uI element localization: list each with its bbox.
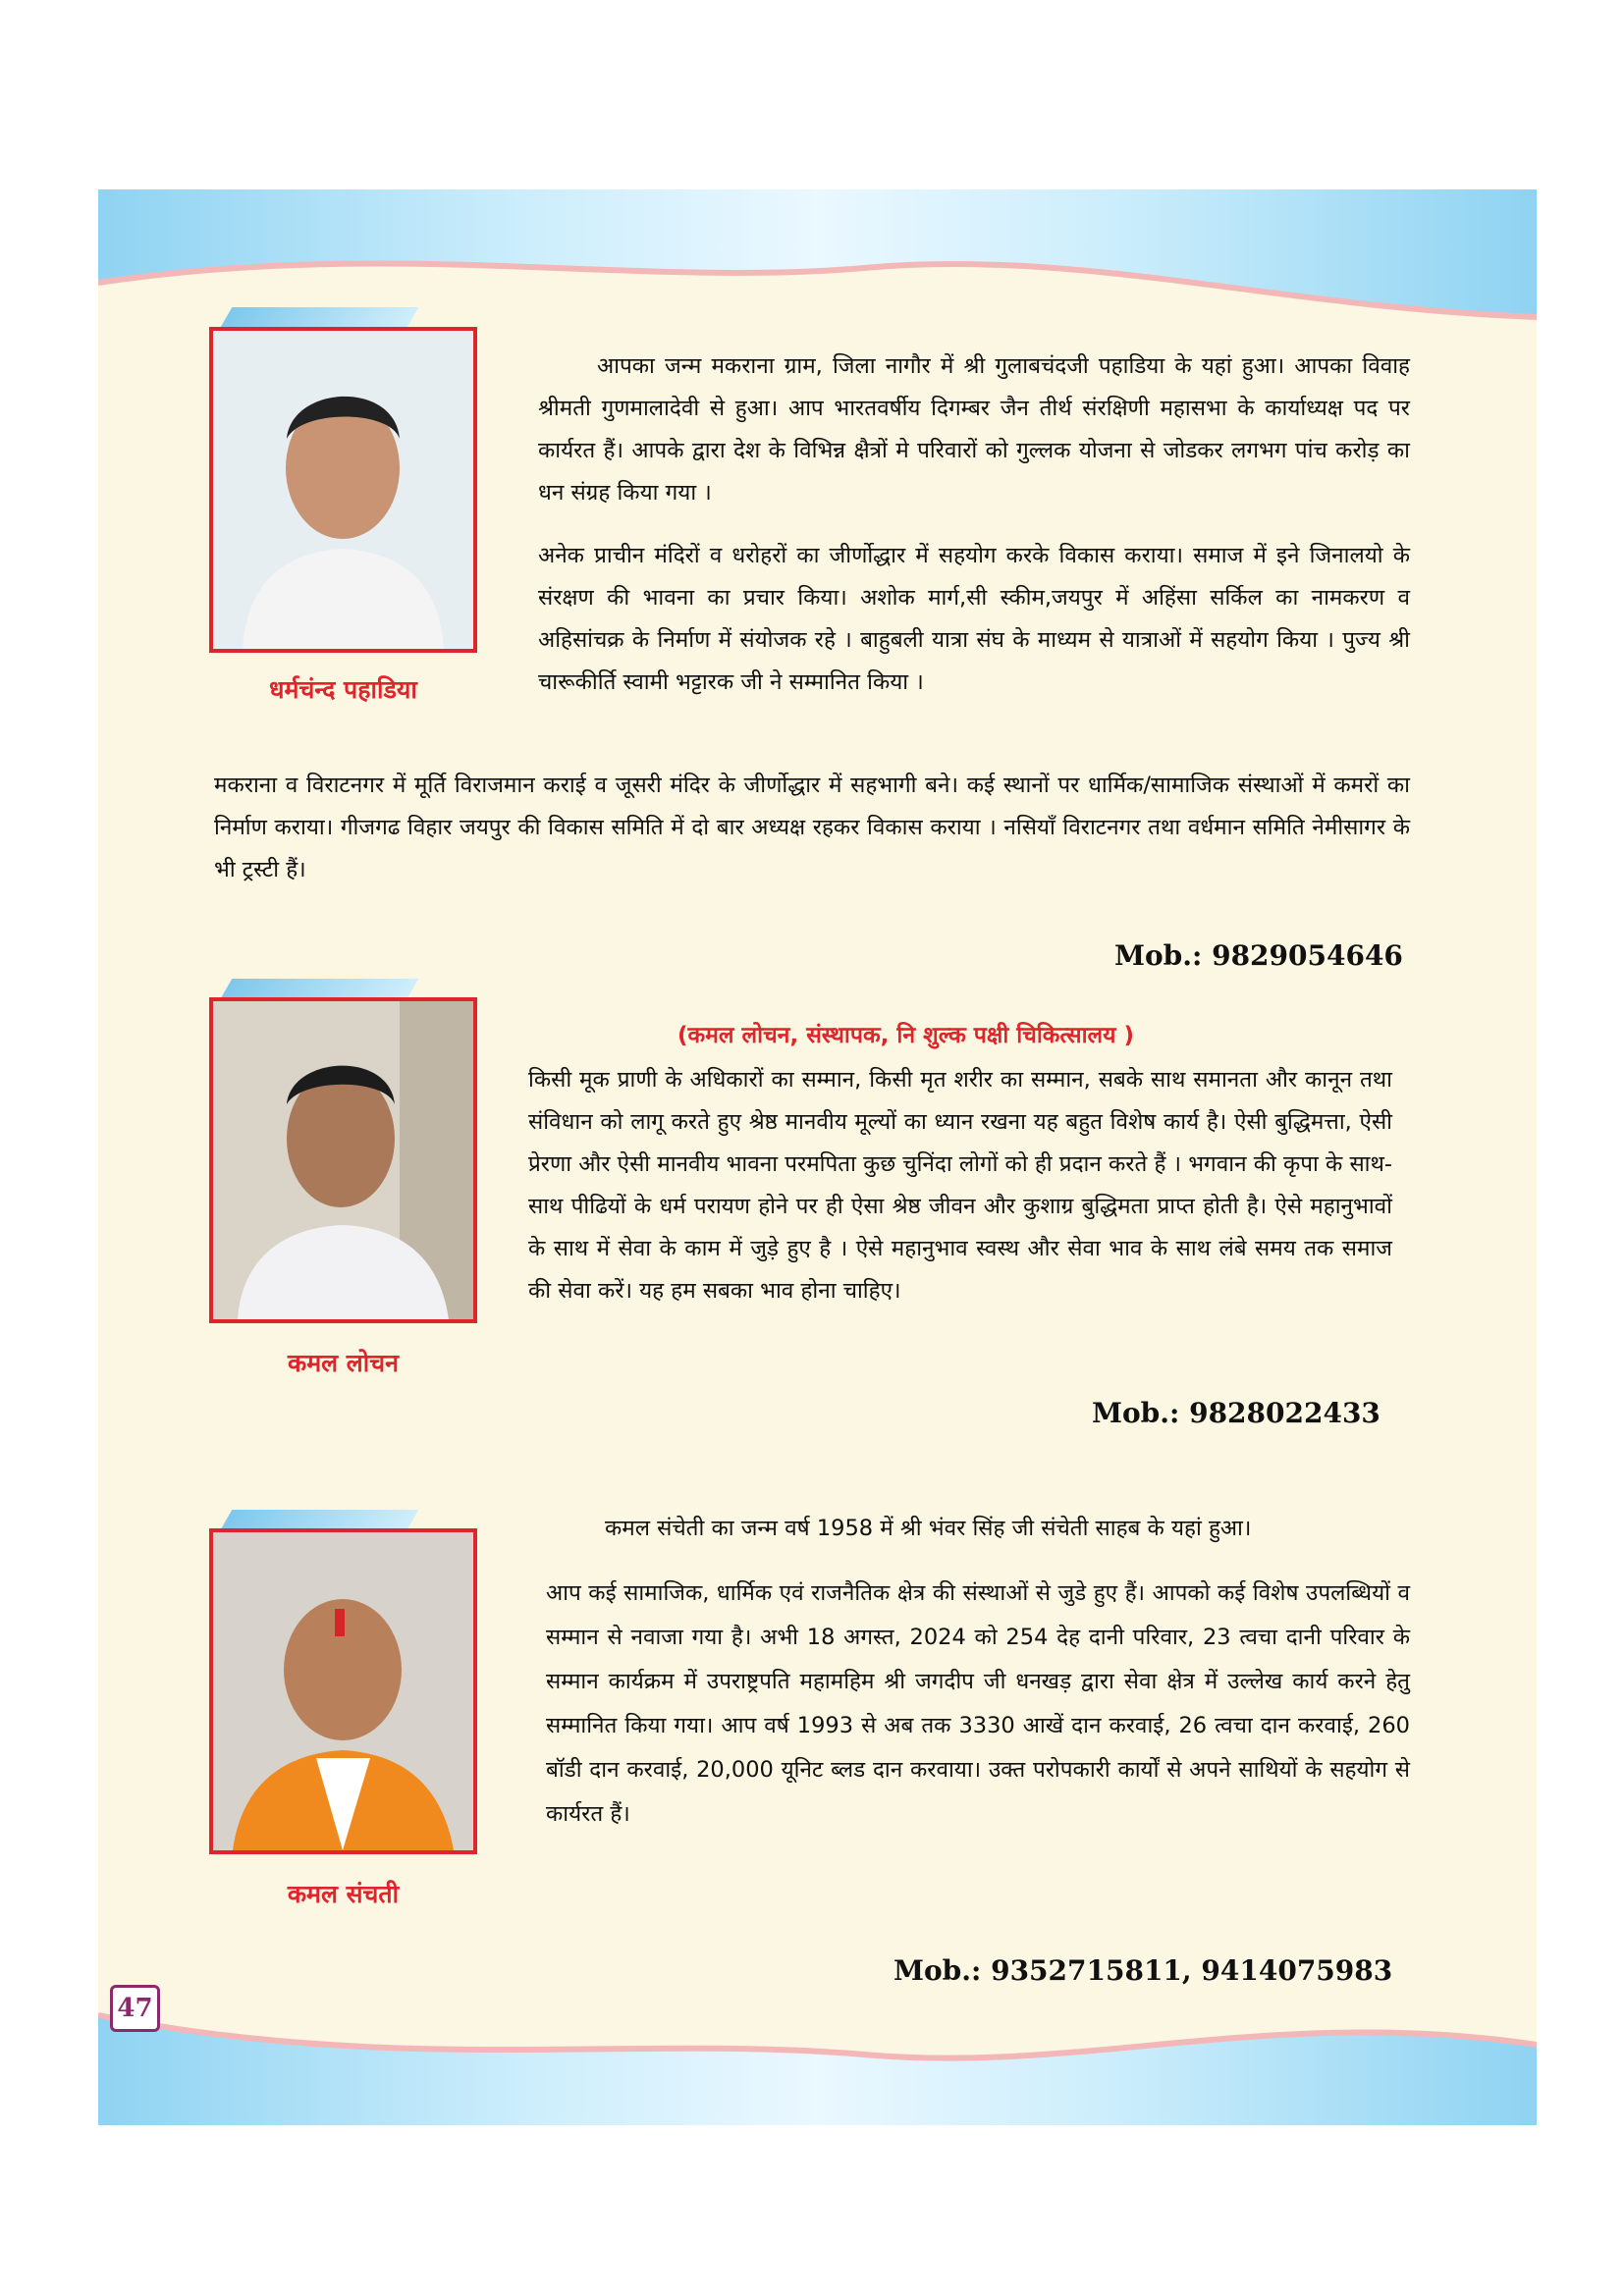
- portrait-photo-icon: [213, 331, 473, 649]
- section-subtitle: (कमल लोचन, संस्थापक, नि शुल्क पक्षी चिकित्सालय ): [677, 1023, 1135, 1048]
- portrait-photo-2: [209, 997, 477, 1323]
- bio-paragraph: कमल संचेती का जन्म वर्ष 1958 में श्री भंवर सिंह जी संचेती साहब के यहां हुआ।: [605, 1516, 1252, 1541]
- bio-paragraph: आप कई सामाजिक, धार्मिक एवं राजनैतिक क्षेत्र की संस्थाओं से जुडे हुए हैं। आपको कई विशेष उपलब्धियों व सम्मान से नवाजा गया है। अभी 18 अगस्त, 2024 को 254 देह दानी परिवार, 23 त्वचा दानी परिवार के सम्मान कार्यक्रम में उपराष्ट्रपति महामहिम श्री जगदीप जी धनखड़ द्वारा सेवा क्षेत्र में उल्लेख कार्य करने हेतु सम्मानित किया गया। आप वर्ष 1993 से अब तक 3330 आखें दान करवाई, 26 त्वचा दान करवाई, 260 बॉडी दान करवाई, 20,000 यूनिट ब्लड दान करवाया। उक्त परोपकारी कार्यों से अपने साथियों के सहयोग से कार्यरत हैं।: [546, 1580, 1410, 1827]
- portrait-photo-3: [209, 1528, 477, 1854]
- bio-paragraph: अनेक प्राचीन मंदिरों व धरोहरों का जीर्णोद्धार में सहयोग करके विकास कराया। समाज में इने जिनालयो के संरक्षण की भावना का प्रचार किया। अशोक मार्ग,सी स्कीम,जयपुर में अहिंसा सर्किल का नामकरण व अहिसांचक्र के निर्माण में संयोजक रहे । बाहुबली यात्रा संघ के माध्यम से यात्राओं में सहयोग किया । पुज्य श्री चारूकीर्ति स्वामी भट्टारक जी ने सम्मानित किया ।: [538, 543, 1410, 695]
- portrait-photo-icon: [213, 1001, 473, 1319]
- bio-paragraph: किसी मूक प्राणी के अधिकारों का सम्मान, किसी मृत शरीर का सम्मान, सबके साथ समानता और कानून तथा संविधान को लागू करते हुए श्रेष्ठ मानवीय मूल्यों का ध्यान रखना यह बहुत विशेष कार्य है। ऐसी बुद्धिमत्ता, ऐसी प्रेरणा और ऐसी मानवीय भावना परमपिता कुछ चुनिंदा लोगों को ही प्रदान करते हैं । भगवान की कृपा के साथ-साथ पीढियों के धर्म परायण होने पर ही ऐसा श्रेष्ठ जीवन और कुशाग्र बुद्धिमता प्राप्त होती है। ऐसे महानुभावों के साथ में सेवा के काम में जुड़े हुए है । ऐसे महानुभाव स्वस्थ और सेवा भाव के साथ लंबे समय तक समाज की सेवा करें। यह हम सबका भाव होना चाहिए।: [528, 1067, 1392, 1304]
- photo-accent: [220, 307, 419, 329]
- mobile-number: Mob.: 9829054646: [1114, 939, 1403, 972]
- portrait-photo-icon: [213, 1532, 473, 1850]
- bio-paragraph: मकराना व विराटनगर में मूर्ति विराजमान कराई व जूसरी मंदिर के जीर्णोद्धार में सहभागी बने। कई स्थानों पर धार्मिक/सामाजिक संस्थाओं में कमरों का निर्माण कराया। गीजगढ विहार जयपुर की विकास समिति में दो बार अध्यक्ष रहकर विकास कराया । नसियाँ विराटनगर तथा वर्धमान समिति नेमीसागर के भी ट्रस्टी हैं।: [214, 773, 1410, 882]
- portrait-photo-1: [209, 327, 477, 653]
- page-number: 47: [110, 1985, 160, 2032]
- person-name-caption: धर्मचंन्द पहाडिया: [269, 675, 417, 704]
- person-name-caption: कमल लोचन: [288, 1349, 399, 1377]
- person-name-caption: कमल संचती: [287, 1880, 400, 1908]
- bio-paragraph: आपका जन्म मकराना ग्राम, जिला नागौर में श्री गुलाबचंदजी पहाडिया के यहां हुआ। आपका विवाह श्रीमती गुणमालादेवी से हुआ। आप भारतवर्षीय दिगम्बर जैन तीर्थ संरक्षिणी महासभा के कार्याध्यक्ष पद पर कार्यरत हैं। आपके द्वारा देश के विभिन्न क्षैत्रों मे परिवारों को गुल्लक योजना से जोडकर लगभग पांच करोड़ का धन संग्रह किया गया ।: [538, 353, 1410, 506]
- mobile-number: Mob.: 9828022433: [1092, 1397, 1380, 1429]
- mobile-number: Mob.: 9352715811, 9414075983: [893, 1954, 1393, 1987]
